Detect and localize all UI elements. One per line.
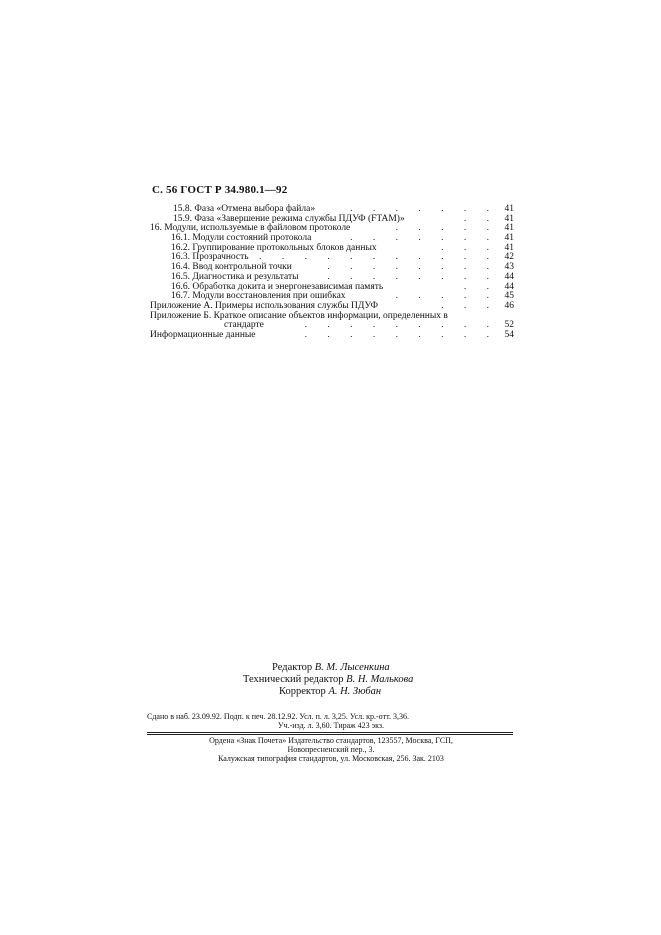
toc-page-number: 41 — [504, 223, 514, 234]
toc-leader-dots: . . — [463, 281, 498, 292]
toc-leader-dots: . . . . . . . — [350, 204, 498, 214]
table-of-contents — [150, 205, 514, 341]
toc-leader-dots: . . — [463, 213, 498, 224]
toc-leader-dots: . . . . . . . . . — [304, 320, 498, 331]
toc-leader-dots: . . . . . . . . . — [304, 329, 498, 340]
toc-leader-dots: . . . — [441, 300, 498, 311]
toc-page-number: 54 — [504, 329, 514, 340]
toc-page-number: 46 — [504, 300, 514, 311]
toc-leader-dots: . . . . . . . — [350, 233, 498, 244]
toc-page-number: 41 — [504, 204, 514, 214]
toc-entry-title: 16.6. Обработка докита и энергонезависимая память — [171, 281, 384, 292]
credits — [0, 662, 661, 698]
publisher-line-1: Ордена «Знак Почета» Издательство стандартов, 123557, Москва, ГСП, — [209, 736, 453, 745]
publisher-line-3: Калужская типография стандартов, ул. Московская, 256. Зак. 2103 — [218, 753, 444, 763]
toc-page-number: 41 — [504, 242, 514, 253]
imprint — [147, 712, 515, 730]
credit-corrector — [279, 686, 661, 698]
credit-role: Технический редактор — [243, 674, 344, 685]
toc-page-number: 43 — [504, 262, 514, 273]
toc-entry-title: 15.8. Фаза «Отмена выбора файла» — [173, 204, 316, 214]
toc-entry-title: 15.9. Фаза «Завершение режима службы ПДУФ (FTAM)» — [173, 213, 405, 224]
toc-entry-title: 16.7. Модули восстановления при ошибках — [171, 291, 346, 302]
divider-rule — [147, 734, 513, 735]
publisher-info — [147, 737, 515, 763]
toc-leader-dots: . . . . . . . . — [327, 271, 498, 282]
credit-editor — [272, 662, 661, 674]
toc-page-number: 42 — [504, 252, 514, 263]
toc-page-number: 45 — [504, 291, 514, 302]
toc-leader-dots: . . . . . . . . — [327, 262, 498, 273]
toc-entry-title: Информационные данные — [150, 329, 256, 340]
toc-page-number: 41 — [504, 233, 514, 244]
toc-page-number: 44 — [504, 281, 514, 292]
credit-role: Редактор — [272, 662, 313, 673]
toc-entry-title: 16.1. Модули состояний протокола — [171, 233, 312, 244]
toc-entry-title: 16.2. Группирование протокольных блоков данных — [171, 242, 377, 253]
toc-entry — [150, 331, 514, 341]
credit-name: А. Н. Зюбан — [328, 686, 382, 697]
divider-rule — [147, 732, 513, 733]
credit-name: В. Н. Малькова — [346, 674, 414, 685]
toc-entry-title: Приложение Б. Краткое описание объектов информации, определенных в — [150, 310, 448, 321]
toc-entry-title: стандарте — [224, 320, 264, 331]
imprint-line-2: Уч.-изд. л. 3,60. Тираж 423 экз. — [277, 721, 385, 731]
page-header: С. 56 ГОСТ Р 34.980.1—92 — [152, 184, 288, 196]
toc-entry-title: 16. Модули, используемые в файловом протоколе — [150, 223, 351, 234]
credit-tech-editor — [243, 674, 661, 686]
toc-leader-dots: . . . . . . . . . . . — [259, 252, 498, 263]
imprint-line-1: Сдано в наб. 23.09.92. Подп. к печ. 28.12.92. Усл. п. л. 3,25. Усл. кр.-отт. 3,36. — [147, 712, 409, 721]
toc-leader-dots: . . . . . — [395, 223, 498, 234]
toc-page-number: 41 — [504, 213, 514, 224]
credit-name: В. М. Лысенкина — [314, 662, 390, 673]
credit-role: Корректор — [279, 686, 326, 697]
toc-entry-title: Приложение А. Примеры использования службы ПДУФ — [150, 300, 379, 311]
toc-entry-title: 16.4. Ввод контрольной точки — [171, 262, 292, 273]
publisher-line-2: Новопресненский пер., 3. — [287, 744, 375, 754]
toc-leader-dots: . . . — [441, 242, 498, 253]
toc-page-number: 44 — [504, 271, 514, 282]
toc-entry-title: 16.5. Диагностика и результаты — [171, 271, 299, 282]
toc-page-number: 52 — [504, 320, 514, 331]
toc-entry-title: 16.3. Прозрачность — [171, 252, 249, 263]
toc-leader-dots: . . . . . — [395, 291, 498, 302]
